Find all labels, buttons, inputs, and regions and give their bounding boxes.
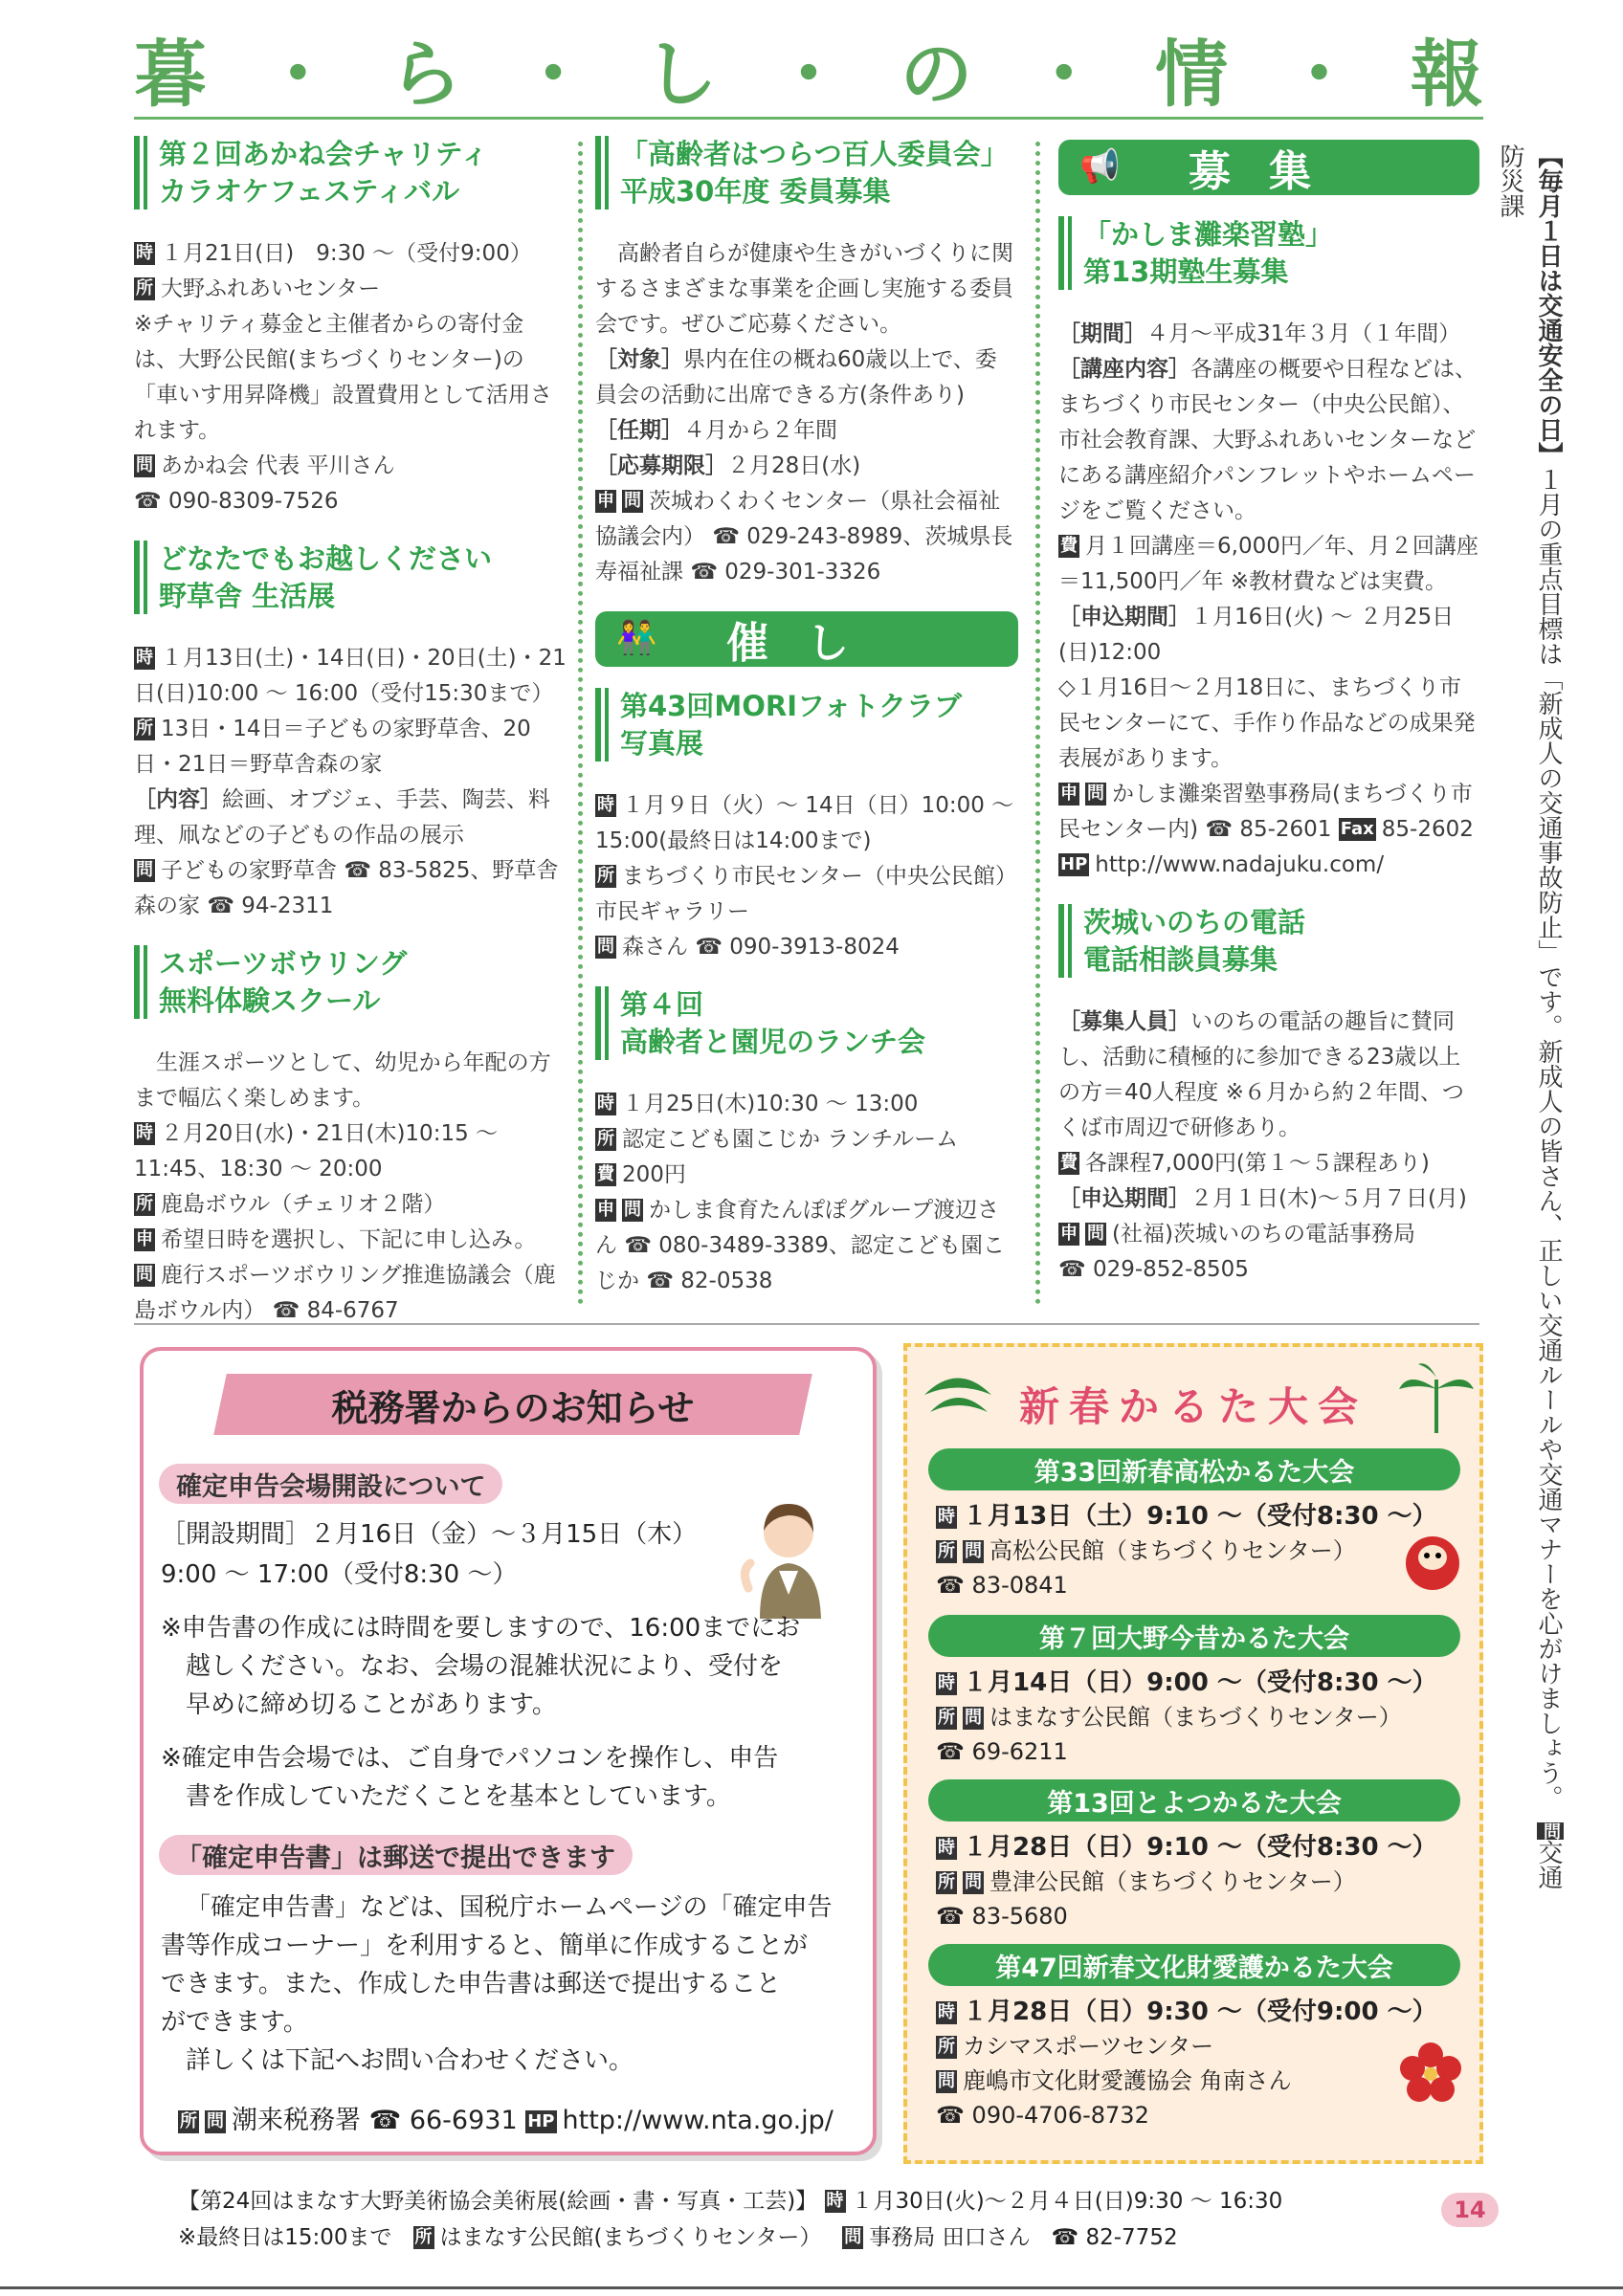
apply-icon: 申: [1060, 784, 1078, 805]
ask-icon: 問: [597, 937, 614, 958]
tax-notice-box: 税務署からのお知らせ 確定申告会場開設について ［開設期間］２月16日（金）～３月15日（木） 9:00 ～ 17:00（受付8:30 ～） ※申告書の作成には時間を要しますので、16:00までにお 越しください。なお、会場の混雑状況により、受付を 早めに締め切ることがあります。 ※確定申告会場では、ご自身でパソコンを操作し、申告 書を作成していただくことを基本としています。 「確定申告書」は郵送で提出できます 「確定申告書」などは、国税庁ホームページの「確定申告 書等作成コーナー」を利用すると、簡単に作成することが できます。また、作成した申告書は郵送で提出すること ができます。 詳しくは下記へお問い合わせください。 所 問 潮来税務署 ☎ 66-6931 HP http://www.nta.go.jp/: [140, 1347, 877, 2155]
phone-icon: ☎: [936, 1738, 965, 1765]
ask-icon: 問: [624, 491, 641, 512]
ask-icon: 問: [965, 1872, 982, 1892]
ask-icon: 問: [1537, 1822, 1564, 1840]
fee-icon: 費: [597, 1164, 614, 1185]
place-icon: 所: [597, 1129, 614, 1150]
time-icon: 時: [826, 2191, 844, 2211]
section-divider: [134, 1323, 1479, 1325]
article-karaoke: 第２回あかね会チャリティ カラオケフェスティバル 時 １月21日(日) 9:30 ～（受付9:00） 所 大野ふれあいセンター ※チャリティ募金と主催者からの寄付金は、大野公民館(まちづくりセンター)の「車いす用昇降機」設置費用として活用されます。 問 あかね会 代表 平川さん ☎ 090-8309-7526: [134, 136, 567, 519]
fee-icon: 費: [1060, 536, 1078, 557]
ask-icon: 問: [624, 1200, 641, 1221]
column-divider: [1035, 142, 1040, 1305]
phone-icon: ☎: [936, 2102, 965, 2129]
column-divider: [578, 142, 583, 1305]
phone-icon: ☎: [1205, 817, 1234, 843]
apply-icon: 申: [597, 1200, 614, 1221]
phone-icon: ☎: [712, 524, 740, 550]
column-3: [1058, 136, 1479, 1309]
place-icon: 所: [180, 2111, 197, 2131]
article-hyakunin: 「高齢者はつらつ百人委員会」 平成30年度 委員募集 高齢者自らが健康や生きがいづくりに関するさまざまな事業を企画し実施する委員会です。ぜひご応募ください。 ［対象］県内在住の概ね60歳以上で、委員会の活動に出席できる方(条件あり) ［任期］４月から２年間 ［応募期限］２月28日(水) 申 問 茨城わくわくセンター（県社会福祉協議会内） ☎ 029-243-8989、茨城県長寿福祉課 ☎ 029-301-3326: [595, 138, 1013, 585]
phone-icon: ☎: [1058, 1257, 1086, 1283]
place-icon: 所: [938, 2037, 955, 2057]
time-icon: 時: [938, 1673, 955, 1693]
time-icon: 時: [597, 795, 614, 816]
page-header: 暮 ・ ら ・ し ・ の ・ 情 ・ 報: [134, 32, 1483, 117]
article-title: どなたでもお越しください 野草舎 生活展: [159, 542, 493, 612]
place-icon: 所: [597, 866, 614, 887]
daruma-icon: [1401, 1529, 1464, 1592]
megaphone-icon: 📢: [1079, 147, 1121, 186]
karuta-event-title: 第33回新春高松かるた大会: [928, 1448, 1460, 1490]
fee-icon: 費: [1060, 1153, 1078, 1174]
ask-icon: 問: [1087, 1224, 1104, 1245]
bamboo-icon: [1399, 1360, 1474, 1433]
time-icon: 時: [597, 1093, 614, 1115]
ask-icon: 問: [207, 2111, 224, 2131]
phone-icon: ☎: [344, 858, 371, 884]
time-icon: 時: [938, 1838, 955, 1858]
ask-icon: 問: [136, 860, 153, 881]
footer-line-1: 【第24回はまなす大野美術協会美術展(絵画・書・写真・工芸)】 時 １月30日(火)～２月４日(日)9:30 ～ 16:30: [178, 2189, 1283, 2214]
phone-icon: ☎: [936, 1572, 965, 1599]
fax-icon: Fax: [1340, 819, 1374, 840]
header-char: の: [900, 32, 973, 117]
phone-icon: ☎: [134, 489, 162, 515]
time-icon: 時: [136, 243, 153, 264]
staff-illustration-icon: [731, 1475, 846, 1619]
place-icon: 所: [938, 1708, 955, 1728]
karuta-event-title: 第47回新春文化財愛護かるた大会: [928, 1944, 1460, 1986]
time-icon: 時: [938, 2002, 955, 2022]
tax-homepage-link[interactable]: http://www.nta.go.jp/: [562, 2106, 834, 2135]
article-title: 第４回 高齢者と園児のランチ会: [620, 988, 926, 1058]
homepage-icon: HP: [1060, 854, 1088, 875]
ask-icon: 問: [938, 2071, 955, 2091]
time-icon: 時: [938, 1507, 955, 1527]
karuta-title: 新春かるた大会: [1018, 1383, 1367, 1430]
place-icon: 所: [938, 1872, 955, 1892]
header-char: 報: [1410, 32, 1483, 117]
phone-icon: ☎: [624, 1233, 652, 1259]
column-2: [595, 136, 1018, 1320]
place-icon: 所: [414, 2227, 433, 2247]
article-title: スポーツボウリング 無料体験スクール: [159, 947, 408, 1017]
plum-flower-icon: [1399, 2042, 1462, 2105]
article-title: 第２回あかね会チャリティ カラオケフェスティバル: [159, 138, 489, 208]
bottom-border: [0, 2286, 1623, 2289]
phone-icon: ☎: [368, 2106, 402, 2135]
article-title: 「高齢者はつらつ百人委員会」 平成30年度 委員募集: [620, 138, 1009, 208]
people-icon: 👫: [616, 619, 657, 658]
footer-line-2: ※最終日は15:00まで 所 はまなす公民館(まちづくりセンター） 問 事務局 田口さん ☎ 82-7752: [178, 2225, 1178, 2250]
header-divider: [134, 117, 1483, 120]
place-icon: 所: [136, 278, 153, 299]
article-lunch: 第４回 高齢者と園児のランチ会 時 １月25日(木)10:30 ～ 13:00 所 認定こども園こじか ランチルーム 費 200円 申 問 かしま食育たんぽぽグループ渡辺さん ☎ 080-3489-3389、認定こども園こじか ☎ 82-0538: [595, 988, 1005, 1294]
karuta-box: 新春かるた大会 第33回新春高松かるた大会 時 １月13日（土）9:10 ～（受付8:30 ～） 所 問 高松公民館（まちづくりセンター） ☎ 83-0841 第７回大野今昔かるた大会 時 １月14日（日）9:00 ～（受付8:30 ～） 所 問 はまなす公民館（まちづくりセンター） ☎ 69-6211 第13回とよつかるた大会 時 １月28日（日）9:10 ～（受付8:30 ～） 所 問 豊津公民館（まちづくりセンター） ☎ 83-5680 第47回新春文化財愛護かるた大会 時 １月28日（日）9:30 ～（受付9:00 ～） 所 カシマスポーツセンター 問 鹿嶋市文化財愛護協会 角南さん ☎ 090-4706-8732: [903, 1343, 1483, 2164]
article-note: ※チャリティ募金と主催者からの寄付金は、大野公民館(まちづくりセンター)の「車いす用昇降機」設置費用として活用されます。: [134, 312, 552, 444]
column-1: [134, 136, 567, 1350]
article-inochi: 茨城いのちの電話 電話相談員募集 ［募集人員］いのちの電話の趣旨に賛同し、活動に積極的に参加できる23歳以上の方＝40人程度 ※６月から約２年間、つくば市周辺で研修あり。 費 各課程7,000円(第１～５課程あり) ［申込期間］２月１日(木)～５月７日(月) 申 問 (社福)茨城いのちの電話事務局 ☎ 029-852-8505: [1058, 906, 1467, 1283]
phone-icon: ☎: [695, 935, 723, 960]
tax-contact: 所 問 潮来税務署 ☎ 66-6931 HP http://www.nta.go.jp/: [180, 2106, 834, 2135]
place-icon: 所: [136, 718, 153, 740]
ask-icon: 問: [965, 1541, 982, 1561]
article-title: 「かしま灘楽習塾」 第13期塾生募集: [1083, 218, 1334, 288]
phone-icon: ☎: [646, 1269, 674, 1294]
phone-icon: ☎: [690, 560, 718, 585]
homepage-link[interactable]: http://www.nadajuku.com/: [1095, 852, 1385, 878]
ask-icon: 問: [1087, 784, 1104, 805]
apply-icon: 申: [136, 1229, 153, 1250]
header-char: 暮: [134, 32, 207, 117]
karuta-event-title: 第13回とよつかるた大会: [928, 1779, 1460, 1821]
page-number: 14: [1441, 2193, 1499, 2227]
phone-icon: ☎: [207, 894, 234, 919]
ask-icon: 問: [844, 2227, 862, 2247]
article-nadajuku: 「かしま灘楽習塾」 第13期塾生募集 ［期間］４月～平成31年３月（１年間） ［講座内容］各講座の概要や日程などは、まちづくり市民センター（中央公民館）、市社会教育課、大野ふれあいセンターなどにある講座紹介パンフレットやホームページをご覧ください。 費 月１回講座＝6,000円／年、月２回講座＝11,500円／年 ※教材費などは実費。 ［申込期間］１月16日(火) ～ ２月25日(日)12:00 ◇１月16日～２月18日に、まちづくり市民センターにて、手作り作品などの成果発表展があります。 申 問 かしま灘楽習塾事務局(まちづくり市民センター内) ☎ 85-2601 Fax 85-2602 HP http://www.nadajuku.com/: [1058, 218, 1478, 878]
ask-icon: 問: [136, 455, 153, 476]
karuta-event-title: 第７回大野今昔かるた大会: [928, 1615, 1460, 1657]
apply-icon: 申: [597, 491, 614, 512]
place-icon: 所: [136, 1194, 153, 1215]
article-title: 茨城いのちの電話 電話相談員募集: [1083, 906, 1306, 976]
ask-icon: 問: [965, 1708, 982, 1728]
phone-icon: ☎: [272, 1298, 300, 1324]
phone-icon: ☎: [936, 1903, 965, 1930]
article-yasousha: どなたでもお越しください 野草舎 生活展 時 １月13日(土)・14日(日)・20日(土)・21日(日)10:00 ～ 16:00（受付15:30まで） 所 13日・14日＝子どもの家野草舎、20日・21日＝野草舎森の家 ［内容］絵画、オブジェ、手芸、陶芸、料理、凧などの子どもの作品の展示 問 子どもの家野草舎 ☎ 83-5825、野草舎森の家 ☎ 94-2311: [134, 542, 567, 919]
time-icon: 時: [136, 1123, 153, 1144]
section-banner-recruit: 📢 募集: [1058, 140, 1479, 195]
header-char: 情: [1155, 32, 1229, 117]
side-notice: 【毎月１日は交通安全の日】１月の重点目標は「新成人の交通事故防止」です。新成人の皆さん、正しい交通ルールや交通マナーを心がけましょう。 問交通防災課: [1496, 144, 1563, 1889]
header-char: ら: [389, 32, 462, 117]
article-photo: 第43回MORIフォトクラブ 写真展 時 １月９日（火）～ 14日（日）10:00 ～ 15:00(最終日は14:00まで) 所 まちづくり市民センター（中央公民館）市民ギャラリー 問 森さん ☎ 090-3913-8024: [595, 690, 1017, 960]
ask-icon: 問: [136, 1265, 153, 1286]
article-title: 第43回MORIフォトクラブ 写真展: [620, 690, 962, 760]
time-icon: 時: [136, 648, 153, 669]
section-banner-events: 👫 催し: [595, 611, 1018, 667]
header-char: し: [644, 32, 718, 117]
tax-heading-2: 「確定申告書」は郵送で提出できます: [159, 1835, 633, 1875]
homepage-icon: HP: [527, 2111, 555, 2131]
tax-heading-1: 確定申告会場開設について: [159, 1464, 502, 1504]
phone-icon: ☎: [1051, 2225, 1079, 2250]
tax-title: 税務署からのお知らせ: [331, 1386, 695, 1429]
place-icon: 所: [938, 1541, 955, 1561]
article-bowling: スポーツボウリング 無料体験スクール 生涯スポーツとして、幼児から年配の方まで幅広く楽しめます。 時 ２月20日(水)・21日(木)10:15 ～ 11:45、18:30 ～ 20:00 所 鹿島ボウル（チェリオ２階） 申 希望日時を選択し、下記に申し込み。 問 鹿行スポーツボウリング推進協議会（鹿島ボウル内） ☎ 84-6767: [134, 947, 556, 1324]
apply-icon: 申: [1060, 1224, 1078, 1245]
